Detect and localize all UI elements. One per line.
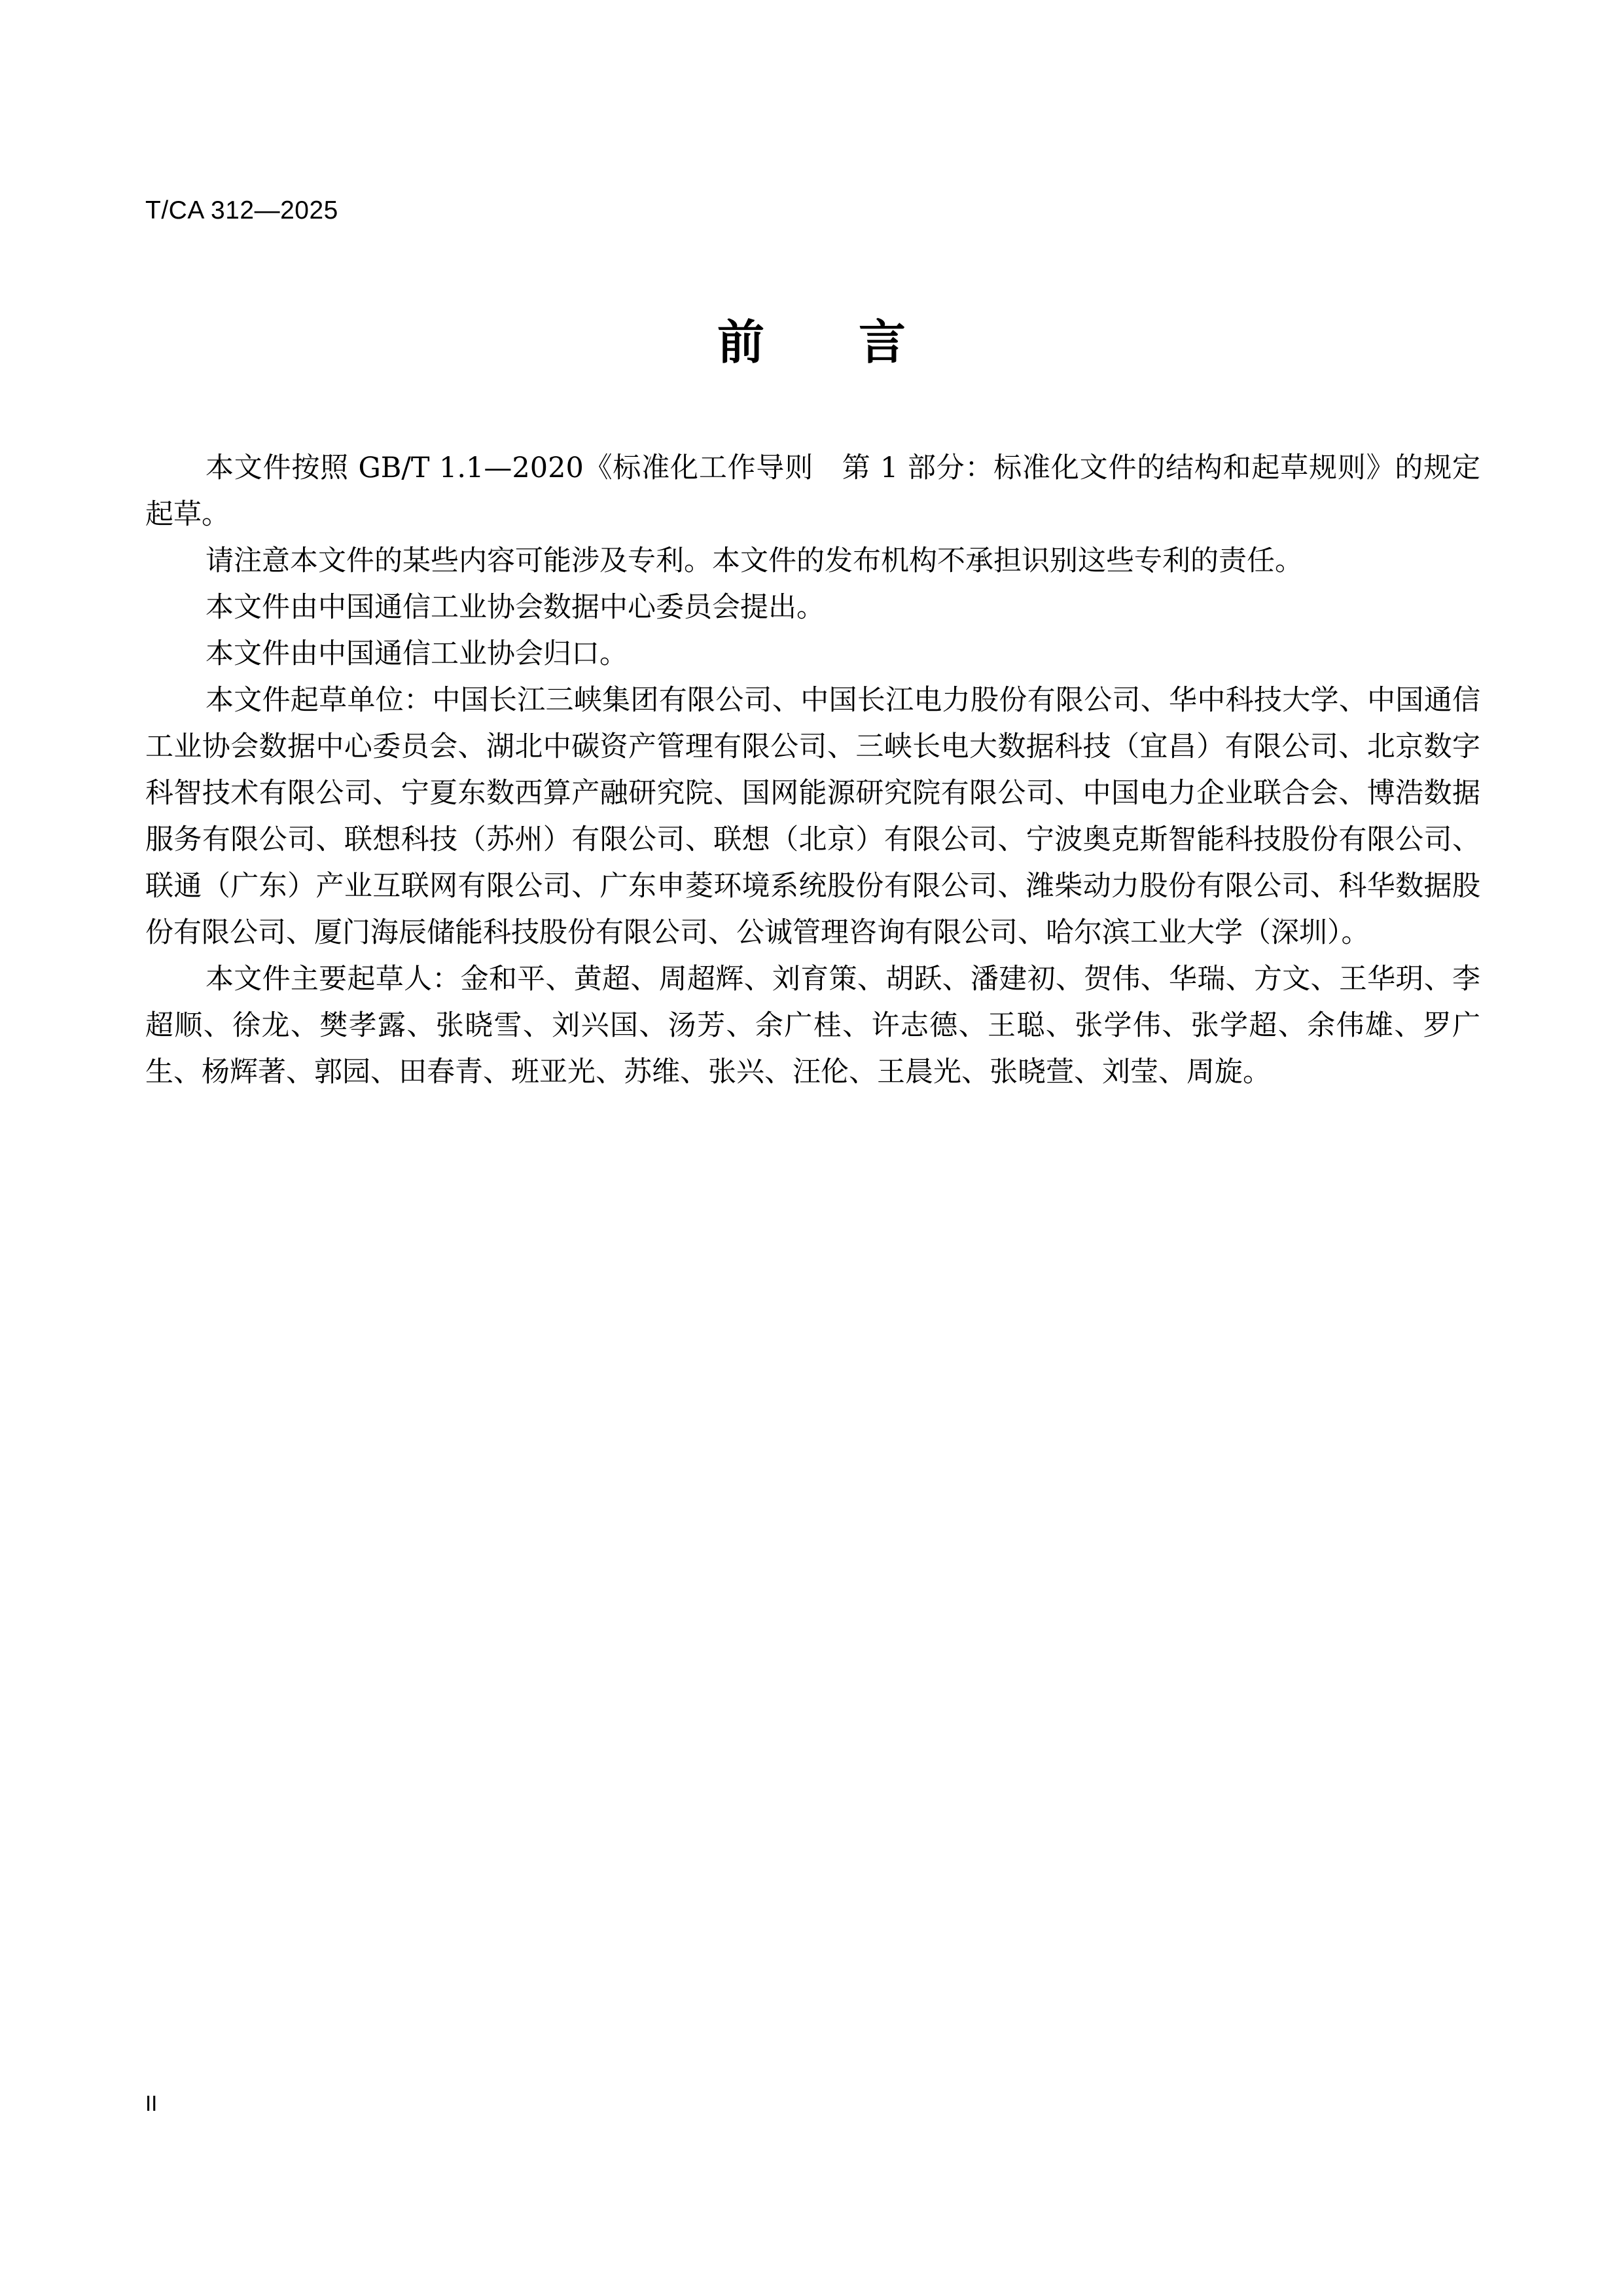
- paragraph-drafting-rules: 本文件按照 GB/T 1.1—2020《标准化工作导则 第 1 部分：标准化文件的结构和起草规则》的规定起草。: [145, 452, 1480, 531]
- paragraph-proposed-by: 本文件由中国通信工业协会数据中心委员会提出。: [205, 591, 825, 624]
- paragraph-principal-drafters: 本文件主要起草人：金和平、黄超、周超辉、刘育策、胡跃、潘建初、贺伟、华瑞、方文、王华玥、李超顺、徐龙、樊孝露、张晓雪、刘兴国、汤芳、余广桂、许志德、王聪、张学伟、张学超、余伟雄、罗广生、杨辉著、郭园、田春青、班亚光、苏维、张兴、汪伦、王晨光、张晓萱、刘莹、周旋。: [145, 963, 1480, 1088]
- standard-number-header: T/CA 312—2025: [145, 196, 338, 224]
- paragraph-patent-notice: 请注意本文件的某些内容可能涉及专利。本文件的发布机构不承担识别这些专利的责任。: [205, 545, 1303, 577]
- page-title: 前 言: [717, 314, 906, 370]
- paragraph-drafting-organizations: 本文件起草单位：中国长江三峡集团有限公司、中国长江电力股份有限公司、华中科技大学、中国通信工业协会数据中心委员会、湖北中碳资产管理有限公司、三峡长电大数据科技（宜昌）有限公司、北京数字科智技术有限公司、宁夏东数西算产融研究院、国网能源研究院有限公司、中国电力企业联合会、博浩数据服务有限公司、联想科技（苏州）有限公司、联想（北京）有限公司、宁波奥克斯智能科技股份有限公司、联通（广东）产业互联网有限公司、广东申菱环境系统股份有限公司、潍柴动力股份有限公司、科华数据股份有限公司、厦门海辰储能科技股份有限公司、公诚管理咨询有限公司、哈尔滨工业大学（深圳）。: [145, 684, 1480, 949]
- paragraph-administered-by: 本文件由中国通信工业协会归口。: [205, 637, 628, 670]
- foreword-body: [145, 445, 1480, 1096]
- page-number: II: [145, 2091, 158, 2115]
